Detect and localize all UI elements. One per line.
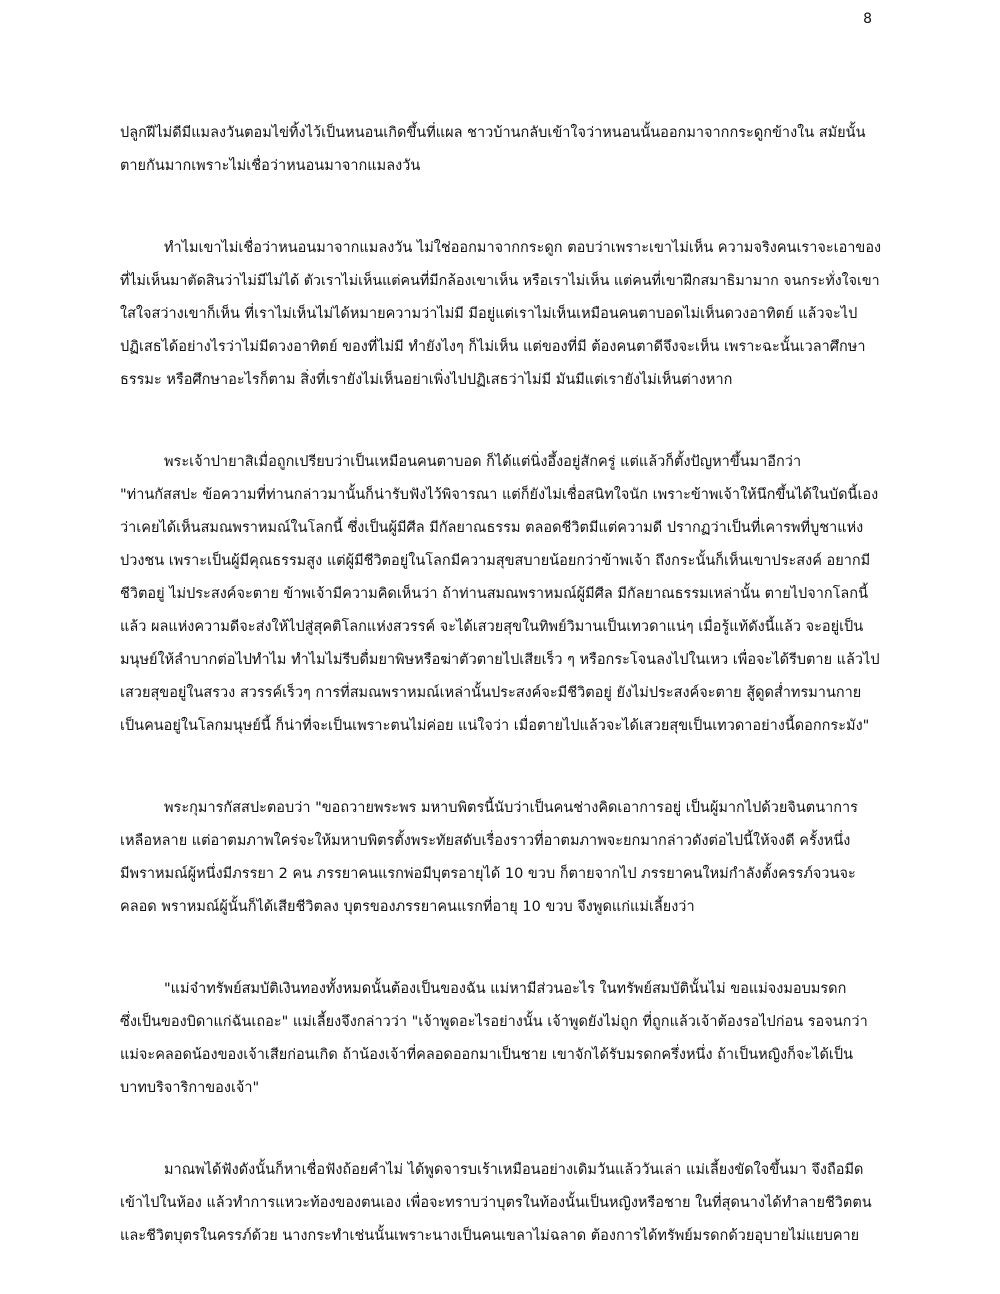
- text-line: มนุษย์ให้ลำบากต่อไปทำไม ทำไมไม่รีบดื่มยาพิษหรือฆ่าตัวตายไปเสียเร็ว ๆ หรือกระโจนลงไปในเหว เพื่อจะได้รีบตาย แล้วไป: [120, 652, 880, 668]
- text-line: มาณพได้ฟังดังนั้นก็หาเชื่อฟังถ้อยคำไม่ ได้พูดจารบเร้าเหมือนอย่างเดิมวันแล้ววันเล่า แม่เลี้ยงขัดใจขึ้นมา จึงถือมีด: [164, 1162, 864, 1178]
- text-line: เสวยสุขอยู่ในสรวง สวรรค์เร็วๆ การที่สมณพราหมณ์เหล่านั้นประสงค์จะมีชีวิตอยู่ ยังไม่ประสงค์จะตาย สู้ดูดส่ำทรมานกาย: [120, 685, 862, 701]
- text-line: "แม่จ๋าทรัพย์สมบัติเงินทองทั้งหมดนั้นต้องเป็นของฉัน แม่หามีส่วนอะไร ในทรัพย์สมบัตินั้นไม่ ขอแม่จงมอบมรดก: [164, 981, 847, 997]
- text-line: ปฏิเสธได้อย่างไรว่าไม่มีดวงอาทิตย์ ของที่ไม่มี ทำยังไงๆ ก็ไม่เห็น แต่ของที่มี ต้องคนตาดีจึงจะเห็น เพราะฉะนั้นเวลาศึกษา: [120, 339, 866, 355]
- text-line: ทำไมเขาไม่เชื่อว่าหนอนมาจากแมลงวัน ไม่ใช่ออกมาจากกระดูก ตอบว่าเพราะเขาไม่เห็น ความจริงคนเราจะเอาของ: [164, 240, 882, 256]
- document-body: [120, 117, 882, 1253]
- page-number: 8: [863, 11, 872, 27]
- text-line: มีพราหมณ์ผู้หนึ่งมีภรรยา 2 คน ภรรยาคนแรกพ่อมีบุตรอายุได้ 10 ขวบ ก็ตายจากไป ภรรยาคนใหม่กำลังตั้งครรภ์จวนจะ: [120, 866, 856, 882]
- text-line: พระเจ้าปายาสิเมื่อถูกเปรียบว่าเป็นเหมือนคนตาบอด ก็ได้แต่นิ่งอึ้งอยู่สักครู่ แต่แล้วก็ตั้งปัญหาขึ้นมาอีกว่า: [164, 454, 802, 470]
- text-line: เข้าไปในห้อง แล้วทำการแหวะท้องของตนเอง เพื่อจะทราบว่าบุตรในท้องนั้นเป็นหญิงหรือชาย ในที่สุดนางได้ทำลายชีวิตตน: [120, 1195, 872, 1211]
- text-line: บาทบริจาริกาของเจ้า": [120, 1080, 260, 1096]
- text-line: แม่จะคลอดน้องของเจ้าเสียก่อนเกิด ถ้าน้องเจ้าที่คลอดออกมาเป็นชาย เขาจักได้รับมรดกครึ่งหนึ่ง ถ้าเป็นหญิงก็จะได้เป็น: [120, 1047, 853, 1063]
- paragraph: [120, 973, 882, 1105]
- text-line: ที่ไม่เห็นมาตัดสินว่าไม่มีไม่ได้ ตัวเราไม่เห็นแต่คนที่มีกล้องเขาเห็น หรือเราไม่เห็น แต่คนที่เขาฝึกสมาธิมามาก จนกระทั่งใจเขา: [120, 273, 880, 289]
- text-line: ซึ่งเป็นของบิดาแก่ฉันเถอะ" แม่เลี้ยงจึงกล่าวว่า "เจ้าพูดอะไรอย่างนั้น เจ้าพูดยังไม่ถูก ที่ถูกแล้วเจ้าต้องรอไปก่อน รอจนกว่า: [120, 1014, 868, 1030]
- text-line: ธรรมะ หรือศึกษาอะไรก็ตาม สิ่งที่เรายังไม่เห็นอย่าเพิ่งไปปฏิเสธว่าไม่มี มันมีแต่เรายังไม่เห็นต่างหาก: [120, 372, 733, 388]
- text-line: ว่าเคยได้เห็นสมณพราหมณ์ในโลกนี้ ซึ่งเป็นผู้มีศีล มีกัลยาณธรรม ตลอดชีวิตมีแต่ความดี ปรากฏว่าเป็นที่เคารพที่บูชาแห่ง: [120, 520, 864, 536]
- paragraph: [120, 232, 882, 397]
- text-line: ใสใจสว่างเขาก็เห็น ที่เราไม่เห็นไม่ได้หมายความว่าไม่มี มีอยู่แต่เราไม่เห็นเหมือนคนตาบอดไม่เห็นดวงอาทิตย์ แล้วจะไป: [120, 306, 858, 322]
- text-line: ปลูกฝีไม่ดีมีแมลงวันตอมไข่ทิ้งไว้เป็นหนอนเกิดขึ้นที่แผล ชาวบ้านกลับเข้าใจว่าหนอนนั้นออกมาจากกระดูกข้างใน สมัยนั้น: [120, 125, 866, 141]
- text-line: ชีวิตอยู่ ไม่ประสงค์จะตาย ข้าพเจ้ามีความคิดเห็นว่า ถ้าท่านสมณพราหมณ์ผู้มีศีล มีกัลยาณธรรมเหล่านั้น ตายไปจากโลกนี้: [120, 586, 868, 602]
- text-line: แล้ว ผลแห่งความดีจะส่งให้ไปสู่สุคติโลกแห่งสวรรค์ จะได้เสวยสุขในทิพย์วิมานเป็นเทวดาแน่ๆ เมื่อรู้แท้ดังนี้แล้ว จะอยู่เป็น: [120, 619, 864, 635]
- paragraph: [120, 792, 882, 924]
- text-line: เป็นคนอยู่ในโลกมนุษย์นี้ ก็น่าที่จะเป็นเพราะตนไม่ค่อย แน่ใจว่า เมื่อตายไปแล้วจะได้เสวยสุขเป็นเทวดาอย่างนี้ดอกกระมัง": [120, 718, 870, 734]
- text-line: คลอด พราหมณ์ผู้นั้นก็ได้เสียชีวิตลง บุตรของภรรยาคนแรกที่อายุ 10 ขวบ จึงพูดแก่แม่เลี้ยงว่า: [120, 899, 695, 915]
- text-line: และชีวิตบุตรในครรภ์ด้วย นางกระทำเช่นนั้นเพราะนางเป็นคนเขลาไม่ฉลาด ต้องการได้ทรัพย์มรดกด้วยอุบายไม่แยบคาย: [120, 1228, 860, 1244]
- text-line: เหลือหลาย แต่อาตมภาพใคร่จะให้มหาบพิตรตั้งพระทัยสดับเรื่องราวที่อาตมภาพจะยกมากล่าวดังต่อไปนี้ให้จงดี ครั้งหนึ่ง: [120, 833, 851, 849]
- paragraph: [120, 1154, 882, 1253]
- paragraph: [120, 117, 882, 183]
- text-line: ปวงชน เพราะเป็นผู้มีคุณธรรมสูง แต่ผู้มีชีวิตอยู่ในโลกมีความสุขสบายน้อยกว่าข้าพเจ้า ถึงกระนั้นก็เห็นเขาประสงค์ อยากมี: [120, 553, 871, 569]
- text-line: "ท่านกัสสปะ ข้อความที่ท่านกล่าวมานั้นก็น่ารับฟังไว้พิจารณา แต่ก็ยังไม่เชื่อสนิทใจนัก เพราะข้าพเจ้าให้นึกขึ้นได้ในบัดนี้เอง: [120, 487, 879, 503]
- text-line: ตายกันมากเพราะไม่เชื่อว่าหนอนมาจากแมลงวัน: [120, 158, 421, 174]
- paragraph: [120, 446, 882, 743]
- text-line: พระกุมารกัสสปะตอบว่า "ขอถวายพระพร มหาบพิตรนี้นับว่าเป็นคนช่างคิดเอาการอยู่ เป็นผู้มากไปด้วยจินตนาการ: [164, 800, 858, 816]
